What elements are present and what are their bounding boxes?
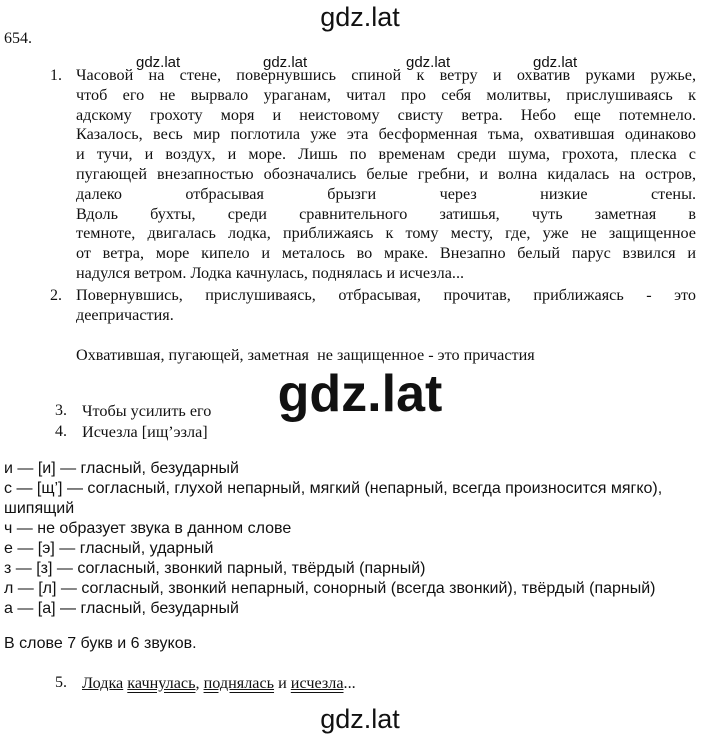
item-2-number: 2. <box>50 287 62 304</box>
item-4-number: 4. <box>55 423 67 440</box>
item-3-text: Чтобы усилить его <box>82 402 212 420</box>
conjunction: и <box>278 674 287 692</box>
sound-row: с — [щ’] — согласный, глухой непарный, мягкий (непарный, всегда произносится мягко), <box>4 480 663 497</box>
text-line: адскому грохоту моря и неистовому свисту ветра. Небо еще потемнело. <box>76 105 696 124</box>
text-line: далеко отбрасывая брызги через низкие стены. <box>76 184 696 203</box>
summary-line: В слове 7 букв и 6 звуков. <box>4 635 197 652</box>
exercise-number: 654. <box>4 30 32 47</box>
watermark-big: gdz.lat <box>277 365 443 423</box>
watermark-top: gdz.lat <box>320 2 400 32</box>
text-line: Казалось, весь мир поглотила уже эта бесформенная тьма, охватившая одинаково <box>76 125 696 144</box>
sound-row: шипящий <box>4 500 75 517</box>
watermark-bottom: gdz.lat <box>320 704 400 734</box>
item-3-number: 3. <box>55 402 67 419</box>
sound-analysis <box>4 459 662 619</box>
text-line: и тучи, и воздух, и море. Лишь по временам среди шума, грохота, плеска с <box>76 145 696 164</box>
item-5-number: 5. <box>55 674 67 691</box>
watermark-small: gdz.lat <box>136 54 181 71</box>
item-4-text: Исчезла [ищ’эзла] <box>82 423 208 441</box>
sound-row: а — [а] — гласный, безударный <box>4 600 239 617</box>
item-5-sentence <box>82 674 356 693</box>
sound-row: л — [л] — согласный, звонкий непарный, сонорный (всегда звонкий), твёрдый (парный) <box>4 580 656 597</box>
text-line: темноте, двигалась лодка, приближаясь к тому месту, где, уже не защищенное <box>76 224 696 243</box>
predicate: поднялась <box>203 674 275 692</box>
subject: Лодка <box>82 674 124 692</box>
sound-row: з — [з] — согласный, звонкий парный, твёрдый (парный) <box>4 560 426 577</box>
item-2-text <box>76 286 696 326</box>
text-line: надулся ветром. Лодка качнулась, поднялась и исчезла... <box>76 263 465 282</box>
item-1-text <box>76 66 696 284</box>
punctuation: ... <box>343 674 356 692</box>
text-line: Повернувшись, прислушиваясь, отбрасывая, прочитав, приближаясь - это <box>76 286 696 304</box>
text-line: чтоб его не вырвало ураганам, читал про себя молитвы, прислушиваясь к <box>76 85 696 104</box>
sound-row: ч — не образует звука в данном слове <box>4 520 292 537</box>
text-line: Часовой на стене, повернувшись спиной к ветру и охватив руками ружье, <box>76 66 696 84</box>
watermark-small: gdz.lat <box>263 54 308 71</box>
sound-row: е — [э] — гласный, ударный <box>4 540 214 557</box>
item-1-number: 1. <box>50 67 62 84</box>
text-line: от ветра, море кипело и металось во мраке. Внезапно белый парус взвился и <box>76 244 696 263</box>
watermark-small: gdz.lat <box>406 54 451 71</box>
text-line: пугающей внезапностью обозначались белые гребни, и волна кидалась на остров, <box>76 164 696 183</box>
predicate: качнулась <box>127 674 196 692</box>
watermark-small: gdz.lat <box>533 54 578 71</box>
participles-line: Охватившая, пугающей, заметная не защищенное - это причастия <box>76 346 535 364</box>
punctuation: , <box>195 674 200 692</box>
text-line: Вдоль бухты, среди сравнительного затишья, чуть заметная в <box>76 204 696 223</box>
text-line: деепричастия. <box>76 305 174 324</box>
predicate: исчезла <box>290 674 344 692</box>
sound-row: и — [и] — гласный, безударный <box>4 460 239 477</box>
